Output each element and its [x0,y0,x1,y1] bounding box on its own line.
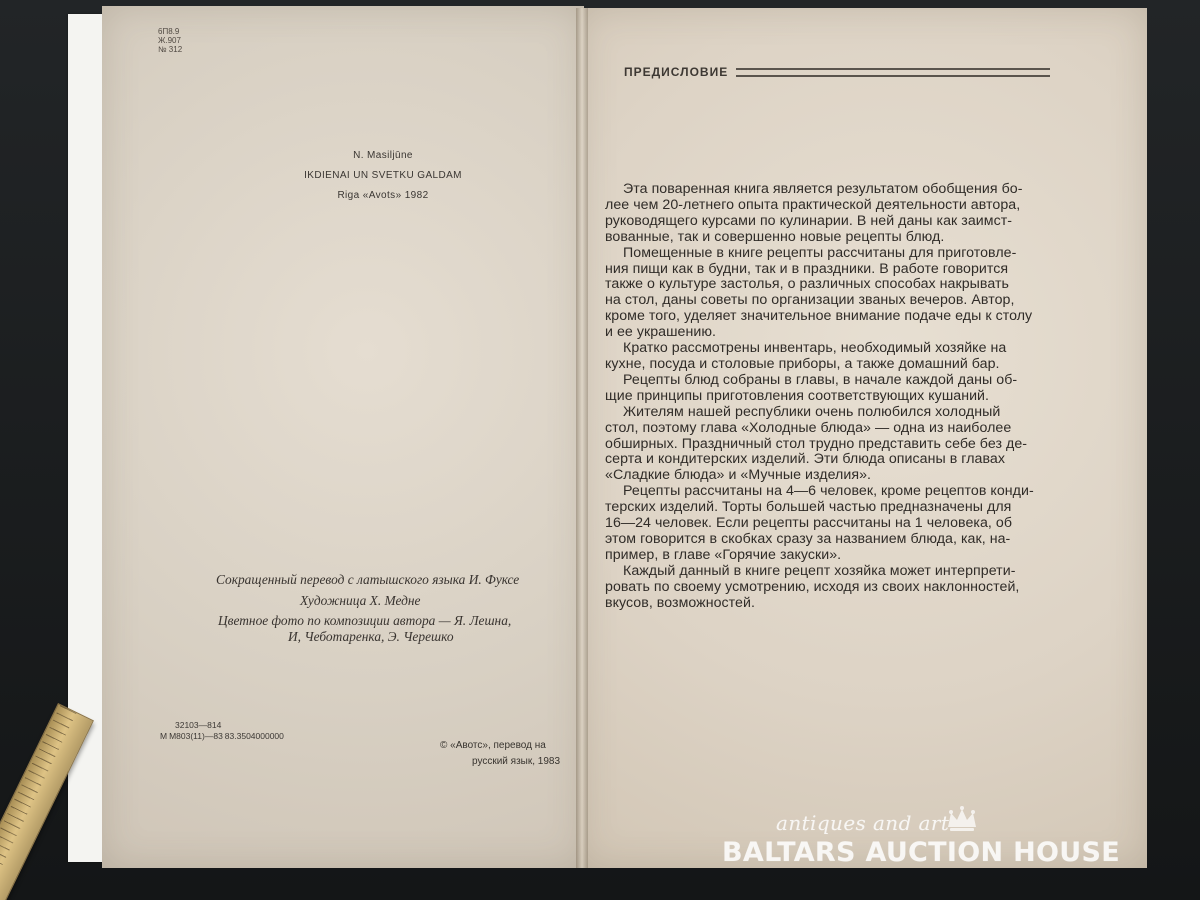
preface-line: Рецепты блюд собраны в главы, в начале каждой даны об- [623,371,1018,388]
preface-line: Каждый данный в книге рецепт хозяйка может интерпрети- [623,562,1016,579]
preface-line: терских изделий. Торты большей частью предназначены для [605,499,1012,516]
preface-paragraph-5 [605,405,1048,485]
photo-credit-line-2: И, Чеботаренка, Э. Черешко [288,629,454,644]
publication-code-middle: М803(11)—83 [169,731,223,741]
publication-code-prefix: М [160,731,168,741]
preface-heading [624,64,1050,80]
preface-text [605,182,1048,611]
preface-line: также о культуре застолья, о различных способах накрывать [605,276,1009,293]
original-edition-block [278,150,488,210]
catalog-code-3: № 312 [158,45,183,54]
original-author: N. Masiljūne [353,150,413,161]
preface-line: Помещенные в книге рецепты рассчитаны для приготовле- [623,244,1017,261]
preface-line: Рецепты рассчитаны на 4—6 человек, кроме рецептов конди- [623,483,1034,500]
crown-icon [944,805,980,835]
watermark-logo [722,805,1120,868]
copyright-line-1: © «Авотс», перевод на [440,740,546,751]
heading-rule [736,68,1050,77]
preface-line: кроме того, уделяет значительное внимание подаче еды к столу [605,308,1033,325]
preface-line: вованные, так и совершенно новые рецепты блюд. [605,228,945,245]
artist-credit: Художница Х. Медне [300,593,421,608]
preface-heading-text: ПРЕДИСЛОВИЕ [624,65,729,79]
preface-line: лее чем 20-летнего опыта практической деятельности автора, [605,196,1021,213]
publication-code-suffix: 83.3504000000 [224,731,284,741]
preface-line: кухне, посуда и столовые приборы, а также домашний бар. [605,355,1000,372]
preface-paragraph-6 [605,484,1048,564]
photo-credit-line-1: Цветное фото по композиции автора — Я. Лешна, [218,613,512,628]
preface-line: вкусов, возможностей. [605,594,755,611]
catalog-codes [158,27,182,54]
preface-line: ния пищи как в будни, так и в праздники. В работе говорится [605,260,1009,277]
catalog-code-1: 6П8.9 [158,27,180,36]
original-imprint: Riga «Avots» 1982 [337,190,429,201]
preface-line: «Сладкие блюда» и «Мучные изделия». [605,467,872,484]
copyright-block [440,738,590,770]
copyright-line-2: русский язык, 1983 [472,756,561,767]
original-title: IKDIENAI UN SVETKU GALDAM [304,170,462,181]
translator-credit: Сокращенный перевод с латышского языка И. Фуксе [216,572,520,587]
preface-line: и ее украшению. [605,324,717,341]
preface-line: ровать по своему усмотрению, исходя из своих наклонностей, [605,578,1020,595]
preface-line: Эта поваренная книга является результатом обобщения бо- [623,181,1023,197]
preface-line: стол, поэтому глава «Холодные блюда» — одна из наиболее [605,419,1012,436]
preface-line: серта и кондитерских изделий. Эти блюда описаны в главах [605,451,1005,468]
preface-paragraph-1 [605,182,1048,246]
publication-code-line-1: 32103—814 [175,720,222,730]
watermark-title: BALTARS AUCTION HOUSE [722,837,1120,868]
preface-line: Кратко рассмотрены инвентарь, необходимый хозяйке на [623,340,1007,357]
preface-paragraph-2 [605,246,1048,341]
preface-line: 16—24 человек. Если рецепты рассчитаны на 1 человека, об [605,515,1013,532]
preface-paragraph-4 [605,373,1048,405]
preface-paragraph-3 [605,341,1048,373]
credits-block [216,572,566,645]
preface-line: Жителям нашей республики очень полюбился холодный [623,403,1001,420]
preface-paragraph-7 [605,564,1048,612]
publication-codes [160,720,284,742]
watermark-subtitle: antiques and art [776,811,950,835]
preface-line: этом говорится в скобках сразу за названием блюда, как, на- [605,530,1011,547]
preface-line: пример, в главе «Горячие закуски». [605,546,842,563]
publication-code-line-2 [160,731,284,742]
preface-line: руководящего курсами по кулинарии. В ней даны как заимст- [605,212,1013,229]
catalog-code-2: Ж.907 [158,36,181,45]
preface-line: щие принципы приготовления соответствующих кушаний. [605,387,990,404]
preface-line: на стол, даны советы по организации званых вечеров. Автор, [605,292,1015,309]
preface-line: обширных. Праздничный стол трудно представить себе без де- [605,435,1028,452]
